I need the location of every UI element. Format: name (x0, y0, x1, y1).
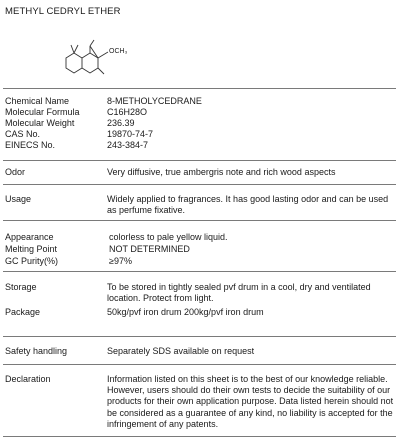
molecular-formula-value: C16H28O (107, 107, 148, 117)
einecs-no-label: EINECS No. (5, 140, 56, 150)
usage-label: Usage (5, 194, 32, 204)
safety-handling-label: Safety handling (5, 346, 68, 356)
einecs-no-value: 243-384-7 (107, 140, 149, 150)
divider (3, 336, 396, 337)
storage-value: To be stored in tightly sealed pvf drum in a cool, dry and ventilated location. Protect from light. (107, 282, 371, 304)
structure-label: OCH₃ (109, 48, 128, 55)
appearance-value: colorless to pale yellow liquid. (109, 232, 228, 242)
molecular-weight-label: Molecular Weight (5, 118, 75, 128)
divider (3, 88, 396, 89)
cas-no-label: CAS No. (5, 129, 41, 139)
divider (3, 271, 396, 272)
molecular-formula-label: Molecular Formula (5, 107, 80, 117)
divider (3, 184, 396, 185)
odor-label: Odor (5, 167, 26, 177)
cas-no-value: 19870-74-7 (107, 129, 154, 139)
melting-point-value: NOT DETERMINED (109, 244, 190, 254)
gc-purity-label: GC Purity(%) (5, 256, 59, 266)
declaration-label: Declaration (5, 374, 51, 384)
odor-value: Very diffusive, true ambergris note and rich wood aspects (107, 167, 336, 177)
divider (3, 436, 396, 437)
divider (3, 220, 396, 221)
package-value: 50kg/pvf iron drum 200kg/pvf iron drum (107, 307, 264, 317)
molecular-weight-value: 236.39 (107, 118, 135, 128)
safety-handling-value: Separately SDS available on request (107, 346, 255, 356)
storage-label: Storage (5, 282, 37, 292)
usage-value: Widely applied to fragrances. It has good lasting odor and can be used as perfume fixative. (107, 194, 389, 216)
chemical-structure-diagram (58, 36, 168, 86)
declaration-value: Information listed on this sheet is to the best of our knowledge reliable. However, users should do their own tests to decide the suitability of our products for their own application purpose. Data listed herein should not be considered as a guarantee of any kind, no liability is accepted for the infringement of any patents. (107, 374, 394, 429)
melting-point-label: Melting Point (5, 244, 58, 254)
chemical-name-value: 8-METHOLYCEDRANE (107, 96, 202, 106)
chemical-name-label: Chemical Name (5, 96, 70, 106)
document-title: METHYL CEDRYL ETHER (5, 6, 121, 17)
package-label: Package (5, 307, 41, 317)
divider (3, 160, 396, 161)
appearance-label: Appearance (5, 232, 54, 242)
divider (3, 364, 396, 365)
gc-purity-value: ≥97% (109, 256, 132, 266)
